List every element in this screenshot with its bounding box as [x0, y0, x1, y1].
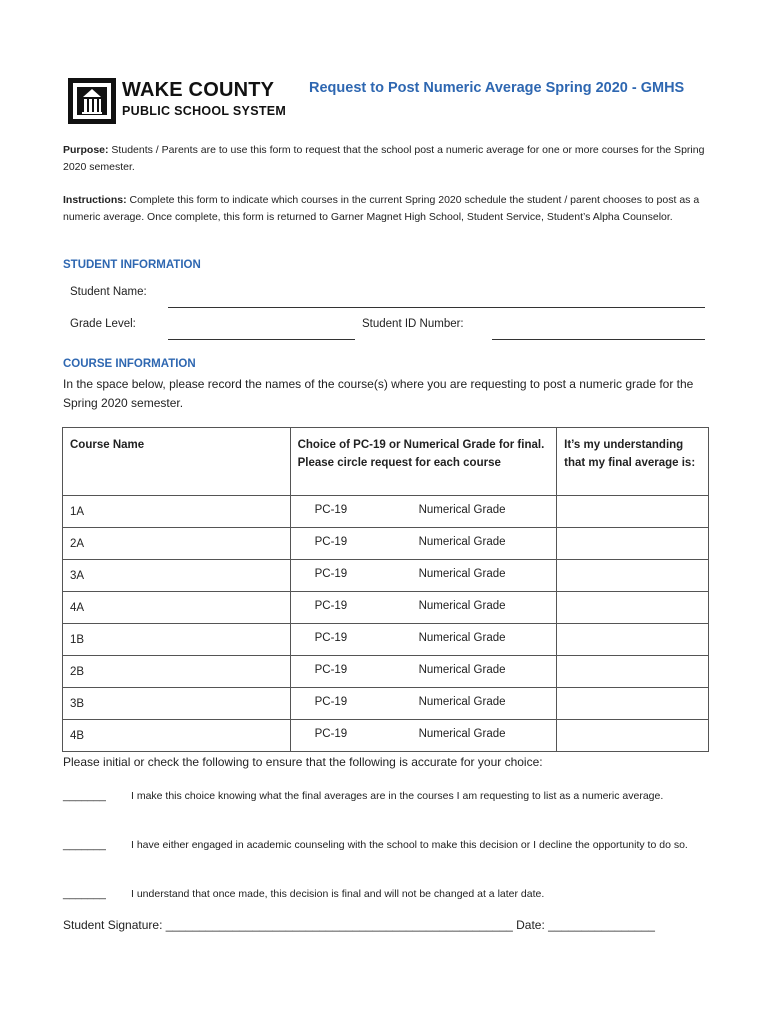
course-name-cell[interactable]: 4B: [63, 720, 291, 752]
signature-label: Student Signature:: [63, 918, 166, 932]
option-pc19[interactable]: PC-19: [314, 632, 348, 644]
course-name-cell[interactable]: 1B: [63, 624, 291, 656]
grade-level-label: Grade Level:: [70, 318, 136, 330]
choice-cell: [290, 688, 557, 720]
checklist-intro: Please initial or check the following to ensure that the following is accurate for your choice:: [63, 755, 543, 769]
option-pc19[interactable]: PC-19: [314, 536, 348, 548]
initial-blank-3[interactable]: _______: [63, 888, 106, 900]
table-row: [63, 720, 709, 752]
header-course-name: Course Name: [63, 428, 291, 496]
final-average-cell[interactable]: [557, 560, 709, 592]
final-average-cell[interactable]: [557, 624, 709, 656]
instructions-text: Complete this form to indicate which courses in the current Spring 2020 schedule the student / parent chooses to post as a numeric average. Once complete, this form is returned to Garner Magnet High School, Student Service, Student’s Alpha Counselor.: [63, 194, 700, 223]
purpose-label: Purpose:: [63, 144, 109, 156]
course-name-cell[interactable]: 3B: [63, 688, 291, 720]
table-row: [63, 560, 709, 592]
final-average-cell[interactable]: [557, 528, 709, 560]
student-id-label: Student ID Number:: [362, 318, 464, 330]
checklist-item-3: I understand that once made, this decision is final and will not be changed at a later date.: [131, 888, 545, 900]
option-numerical-grade[interactable]: Numerical Grade: [418, 696, 506, 708]
option-numerical-grade[interactable]: Numerical Grade: [418, 728, 506, 740]
initial-blank-1[interactable]: _______: [63, 790, 106, 802]
header-understanding: It’s my understanding that my final average is:: [557, 428, 709, 496]
final-average-cell[interactable]: [557, 592, 709, 624]
logo-text-wake-county: WAKE COUNTY: [122, 79, 275, 101]
table-row: [63, 656, 709, 688]
course-information-heading: COURSE INFORMATION: [63, 358, 196, 370]
course-name-cell[interactable]: 2B: [63, 656, 291, 688]
signature-field[interactable]: ____________________________________________________: [165, 918, 513, 932]
final-average-cell[interactable]: [557, 656, 709, 688]
choice-cell: [290, 720, 557, 752]
course-name-cell[interactable]: 3A: [63, 560, 291, 592]
course-information-intro: In the space below, please record the names of the course(s) where you are requesting to post a numeric grade for the Spring 2020 semester.: [63, 377, 694, 410]
student-name-field[interactable]: [168, 307, 705, 308]
option-numerical-grade[interactable]: Numerical Grade: [418, 568, 506, 580]
purpose-paragraph: [63, 142, 713, 176]
table-row: [63, 528, 709, 560]
option-pc19[interactable]: PC-19: [314, 664, 348, 676]
final-average-cell[interactable]: [557, 688, 709, 720]
option-pc19[interactable]: PC-19: [314, 600, 348, 612]
course-name-cell[interactable]: 1A: [63, 496, 291, 528]
course-table: [62, 427, 709, 752]
header-choice: Choice of PC-19 or Numerical Grade for final. Please circle request for each course: [290, 428, 557, 496]
option-numerical-grade[interactable]: Numerical Grade: [418, 600, 506, 612]
choice-cell: [290, 560, 557, 592]
final-average-cell[interactable]: [557, 720, 709, 752]
student-name-label: Student Name:: [70, 286, 147, 298]
table-row: [63, 688, 709, 720]
form-title: Request to Post Numeric Average Spring 2020 - GMHS: [309, 80, 685, 96]
course-name-cell[interactable]: 4A: [63, 592, 291, 624]
student-information-heading: STUDENT INFORMATION: [63, 259, 201, 271]
option-pc19[interactable]: PC-19: [314, 728, 348, 740]
instructions-paragraph: [63, 192, 713, 226]
choice-cell: [290, 624, 557, 656]
option-pc19[interactable]: PC-19: [314, 696, 348, 708]
choice-cell: [290, 528, 557, 560]
choice-cell: [290, 592, 557, 624]
signature-line: [63, 918, 655, 932]
checklist-item-1: I make this choice knowing what the final averages are in the courses I am requesting to list as a numeric average.: [131, 790, 664, 802]
choice-cell: [290, 496, 557, 528]
date-field[interactable]: ________________: [548, 918, 655, 932]
course-table-header: [63, 428, 709, 496]
choice-cell: [290, 656, 557, 688]
option-numerical-grade[interactable]: Numerical Grade: [418, 664, 506, 676]
table-row: [63, 592, 709, 624]
student-id-field[interactable]: [492, 339, 705, 340]
grade-level-field[interactable]: [168, 339, 355, 340]
option-pc19[interactable]: PC-19: [314, 504, 348, 516]
option-numerical-grade[interactable]: Numerical Grade: [418, 536, 506, 548]
district-logo: [68, 78, 298, 124]
purpose-text: Students / Parents are to use this form to request that the school post a numeric average for one or more courses for the Spring 2020 semester.: [63, 144, 705, 173]
school-building-logo-icon: [68, 78, 116, 124]
table-row: [63, 624, 709, 656]
final-average-cell[interactable]: [557, 496, 709, 528]
instructions-label: Instructions:: [63, 194, 127, 206]
date-label: Date:: [512, 918, 549, 932]
course-name-cell[interactable]: 2A: [63, 528, 291, 560]
logo-text-public-school-system: PUBLIC SCHOOL SYSTEM: [122, 104, 287, 118]
initial-blank-2[interactable]: _______: [63, 839, 106, 851]
option-pc19[interactable]: PC-19: [314, 568, 348, 580]
option-numerical-grade[interactable]: Numerical Grade: [418, 632, 506, 644]
checklist-item-2: I have either engaged in academic counseling with the school to make this decision or I decline the opportunity to do so.: [131, 839, 688, 851]
table-row: [63, 496, 709, 528]
option-numerical-grade[interactable]: Numerical Grade: [418, 504, 506, 516]
